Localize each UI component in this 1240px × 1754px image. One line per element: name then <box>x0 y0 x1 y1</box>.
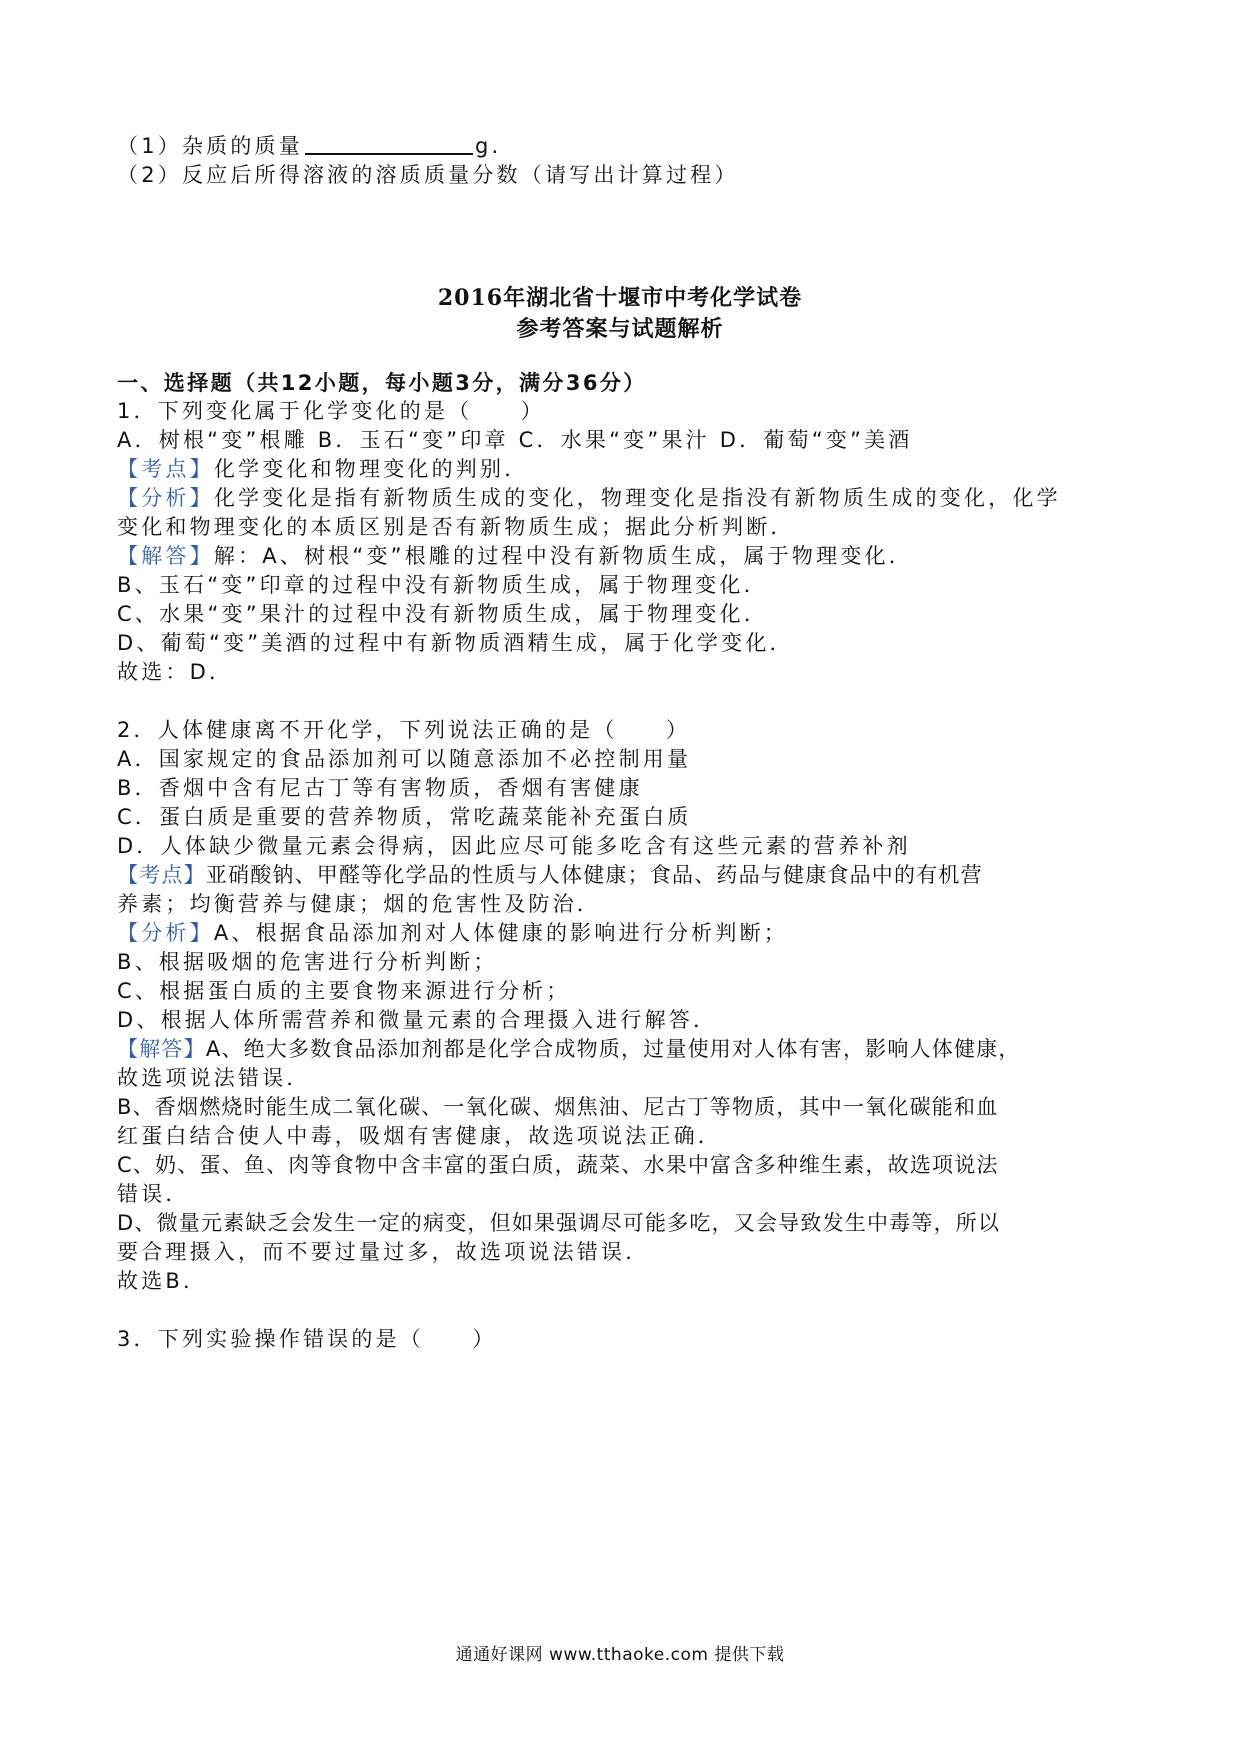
question-1-jieda-c: C、水果“变”果汁的过程中没有新物质生成，属于物理变化． <box>117 602 769 626</box>
jieda-text: A、绝大多数食品添加剂都是化学合成物质，过量使用对人体有害，影响人体健康， <box>205 1037 1021 1061</box>
question-1-fenxi <box>117 482 1061 514</box>
fenxi-text: A、根据食品添加剂对人体健康的影响进行分析判断； <box>213 921 788 945</box>
question-1-answer: 故选：D． <box>117 660 234 684</box>
question-2-answer: 故选B． <box>117 1269 208 1293</box>
question-1-options: A．树根“变”根雕 B．玉石“变”印章 C．水果“变”果汁 D．葡萄“变”美酒 <box>117 428 913 452</box>
unit-label: g. <box>474 134 502 158</box>
question-2-jieda-3: B、香烟燃烧时能生成二氧化碳、一氧化碳、烟焦油、尼古丁等物质，其中一氧化碳能和血 <box>117 1095 999 1119</box>
kaodian-text: 亚硝酸钠、甲醛等化学品的性质与人体健康；食品、药品与健康食品中的有机营 <box>205 863 983 887</box>
question-1-jieda-d: D、葡萄“变”美酒的过程中有新物质酒精生成，属于化学变化． <box>117 631 794 655</box>
kaodian-tag: 【考点】 <box>117 457 214 481</box>
section-heading: 一、选择题（共12小题，每小题3分，满分36分） <box>117 371 647 395</box>
question-2-jieda-2: 故选项说法错误． <box>117 1066 311 1090</box>
question-2-jieda <box>117 1033 1021 1065</box>
jieda-tag: 【解答】 <box>117 1037 206 1061</box>
sub-question-1-text: （1）杂质的质量 <box>117 134 303 158</box>
fenxi-text: 化学变化是指有新物质生成的变化，物理变化是指没有新物质生成的变化，化学 <box>213 486 1061 510</box>
question-2-fenxi-d: D、根据人体所需营养和微量元素的合理摄入进行解答． <box>117 1008 718 1032</box>
question-2-kaodian <box>117 859 983 891</box>
jieda-text: 解：A、树根“变”根雕的过程中没有新物质生成，属于物理变化． <box>213 544 913 568</box>
kaodian-tag: 【考点】 <box>117 863 206 887</box>
question-1-jieda <box>117 540 913 572</box>
question-1-stem: 1．下列变化属于化学变化的是（ ） <box>117 399 545 423</box>
question-2-stem: 2．人体健康离不开化学，下列说法正确的是（ ） <box>117 718 691 742</box>
question-2-fenxi-c: C、根据蛋白质的主要食物来源进行分析； <box>117 979 571 1003</box>
question-2-jieda-7: D、微量元素缺乏会发生一定的病变，但如果强调尽可能多吃，又会导致发生中毒等，所以 <box>117 1211 1001 1235</box>
fenxi-tag: 【分析】 <box>117 921 214 945</box>
question-2-kaodian-cont: 养素；均衡营养与健康；烟的危害性及防治． <box>117 892 601 916</box>
question-3-stem: 3．下列实验操作错误的是（ ） <box>117 1327 497 1351</box>
answer-blank <box>305 131 473 155</box>
question-2-fenxi-b: B、根据吸烟的危害进行分析判断； <box>117 950 498 974</box>
question-1-fenxi-cont: 变化和物理变化的本质区别是否有新物质生成；据此分析判断． <box>117 515 795 539</box>
kaodian-text: 化学变化和物理变化的判别． <box>213 457 529 481</box>
page-footer: 通通好课网 www.tthaoke.com 提供下载 <box>455 1645 785 1665</box>
question-2-jieda-6: 错误． <box>117 1182 190 1206</box>
question-2-option-b: B．香烟中含有尼古丁等有害物质，香烟有害健康 <box>117 776 643 800</box>
fenxi-tag: 【分析】 <box>117 486 214 510</box>
document-subtitle: 参考答案与试题解析 <box>516 316 724 342</box>
question-2-fenxi <box>117 917 788 949</box>
question-1-kaodian <box>117 453 528 485</box>
question-2-option-a: A．国家规定的食品添加剂可以随意添加不必控制用量 <box>117 747 692 771</box>
question-2-option-c: C．蛋白质是重要的营养物质，常吃蔬菜能补充蛋白质 <box>117 805 692 829</box>
sub-question-2: （2）反应后所得溶液的溶质质量分数（请写出计算过程） <box>117 163 739 187</box>
question-2-jieda-5: C、奶、蛋、鱼、肉等食物中含丰富的蛋白质，蔬菜、水果中富含多种维生素，故选项说法 <box>117 1153 999 1177</box>
sub-question-1 <box>117 130 501 162</box>
question-2-option-d: D．人体缺少微量元素会得病，因此应尽可能多吃含有这些元素的营养补剂 <box>117 834 911 858</box>
jieda-tag: 【解答】 <box>117 544 214 568</box>
question-1-jieda-b: B、玉石“变”印章的过程中没有新物质生成，属于物理变化． <box>117 573 768 597</box>
question-2-jieda-4: 红蛋白结合使人中毒，吸烟有害健康，故选项说法正确． <box>117 1124 722 1148</box>
question-2-jieda-8: 要合理摄入，而不要过量过多，故选项说法错误． <box>117 1240 650 1264</box>
document-title: 2016年湖北省十堰市中考化学试卷 <box>437 285 803 311</box>
